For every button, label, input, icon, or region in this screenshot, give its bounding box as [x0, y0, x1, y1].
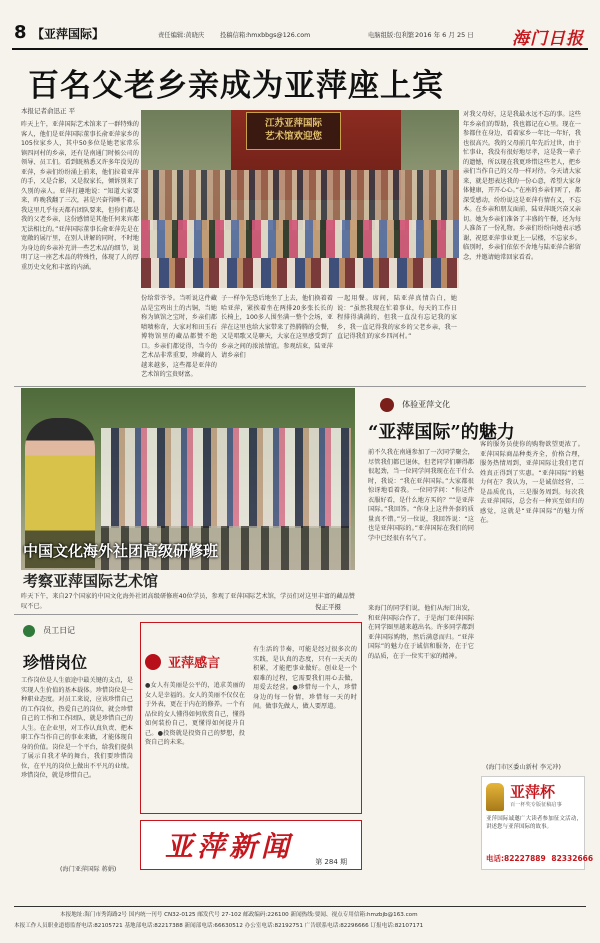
section-label: 【亚萍国际】 — [32, 27, 105, 41]
trophy-icon — [486, 783, 504, 811]
header-email: 投稿信箱:hmxbbgs@126.com — [220, 32, 311, 39]
photo-caption-text: 昨天下午，来自27个国家的中国文化海外社团高级研修班40位学员，参观了亚萍国际艺术馆，学员们对这里丰富的藏品赞叹不已。 — [21, 593, 355, 610]
footer-line-1: 本报地址:海门市秀海路2号 国内统一刊号 CN32-0125 邮发代号 27-102 邮政编码:226100 新闻热线:要闻、视点专用信箱:hmzbjb@163.com — [60, 912, 418, 918]
section-divider — [14, 386, 586, 387]
lead-title: 百名父老乡亲成为亚萍座上宾 — [28, 68, 444, 104]
cup-ad-phone-1: 82227889 — [504, 854, 546, 863]
feature-signature: (海门市区委山新村 李元冲) — [486, 764, 561, 771]
cup-ad-title: 亚萍杯 — [510, 783, 556, 801]
cup-ad-subtitle: 百一杯奖专版征稿启事 — [510, 802, 562, 808]
impression-col-1: ●女人有美丽是公平的，追求美丽的女人是幸福的。女人的美丽不仅仅在于外表，更在于内在的修养。一个有品位的女人懂得如何欣赏自己，懂得如何装扮自己，更懂得如何提升自己。●投资就是投资自己的梦想，投资自己的未来。 — [145, 682, 245, 746]
cup-ad-text: 亚萍国际诚邀广大读者参加征文活动，讲述您与亚萍国际的故事。 — [486, 816, 582, 830]
impression-header — [145, 651, 245, 675]
group-photo — [141, 110, 459, 288]
essay-column-tag — [23, 620, 75, 636]
essay-column-label: 员工日记 — [43, 626, 76, 635]
cup-ad-phones — [486, 853, 593, 864]
lead-col-3: 子一样争先恐后地坐了上去，他们换着着哈亚萍，紧挨着坐在两排20多张长长的长椅上，100多人围坐满一整个会场，亚萍在这里也给大家带来了热腾腾的会餐，又是唱歌又是聊天，大家在这里感受到了乡亲之间的浓浓情谊。参观结束，陆亚萍请乡亲们 — [221, 295, 333, 359]
header-rule — [12, 48, 588, 50]
feature-col-1: 前不久我在南通参加了一次同学聚会，尽管我们都已退休，但老同学们聊得都很起劲，当一位同学问我现在在干什么时，我说：“我在亚萍国际。”大家都很惊讶地看着我。一位同学问：“你这件衣服好看，是什么地方买的？”“是亚萍国际。”我回答。“你身上这件外套的质量真不错。”另一位说，我回答说：“这也是亚萍国际的。”亚萍国际在我们的同学中已经很有名气了。 — [368, 449, 474, 542]
lead-byline: 本报记者俞迅正 平 — [21, 107, 76, 115]
impression-label: 亚萍感言 — [168, 656, 221, 671]
photo-sign-line-1: 江苏亚萍国际 — [264, 118, 322, 129]
crowd-middle — [141, 220, 459, 260]
essay-signature: (海门亚萍国际 蒋娟) — [60, 866, 117, 873]
mid-divider — [14, 614, 358, 615]
column-tag-label: 体验亚萍文化 — [402, 400, 451, 409]
impression-box — [140, 622, 362, 814]
news-banner-title: 亚萍新闻 — [165, 830, 294, 863]
feature-col-2: 来海门的同学们说，他们从海门出发，和亚萍国际合作了，于是海门亚萍国际在同学圈里越来越出名。许多同学都到亚萍国际购物，然后满意而归。“亚萍国际”的魅力在于诚信和服务，在于它的品质，在于一位实干家的精神。 — [368, 605, 474, 660]
essay-text: 工作岗位是人生旅途中最关键的支点，是实现人生价值的基本载体。珍惜岗位是一种职业态度。对员工来说，应该珍惜自己的工作岗位，热爱自己的岗位，就会珍惜自己的工作和工作团队，就是珍惜自己的人生。在企业里，对工作认真负责、把本职工作当作自己的事业来做，才能体现自身的价值。岗位是一个平台，给我们提供了展示自我才华的舞台，我们要珍惜岗位，在平凡的岗位上做出不平凡的业绩。珍惜岗位，就是珍惜自己。 — [21, 677, 133, 779]
photo-caption-line-1: 中国文化海外社团高级研修班 — [23, 542, 219, 560]
footer-rule — [14, 906, 586, 907]
header-designer: 电脑组版:包利繁 — [368, 32, 415, 39]
header-editor: 责任编辑:黄晓庆 — [158, 32, 205, 39]
footer-line-2: 本报工作人员职业道德监督电话:82105721 基地部电话:82217388 新闻部电话:66630512 办公室电话:82192751 广告联系电话:82296666 订报电话:82107171 — [14, 923, 424, 929]
photo-credit: 倪正平摄 — [315, 603, 341, 611]
impression-icon — [145, 654, 161, 670]
news-banner-issue: 第 284 期 — [315, 858, 347, 866]
feature-title: “亚萍国际”的魅力 — [368, 422, 515, 443]
news-banner — [140, 820, 362, 870]
photo-sign — [246, 112, 341, 150]
photo-sign-line-2: 艺术馆欢迎您 — [264, 131, 322, 142]
lead-col-2: 份给常爷爷。当听说这件藏品是宝鸡出土的古铜，当她称为镇馆之宝时，乡亲们都啧啧称奇，大家对和田玉石博物馆里的藏品都赞不绝口。乡亲们都觉得，当今的艺术品非常重要，珍藏的人越来越多，这些都是亚萍的艺术馆的宝贵财富。 — [141, 295, 217, 378]
column-tag — [380, 394, 450, 410]
column-tag-icon — [380, 398, 394, 412]
cup-ad-phone-2: 82332666 — [551, 854, 594, 863]
essay-tag-icon — [23, 625, 35, 637]
page-number: 8 — [14, 22, 27, 43]
feature-col-3: 客的服务员使你的购物欲望更浓了。亚萍国际商品种类齐全，价格合理，服务热情周到，亚萍国际让我们老百姓真正得到了实惠。“亚萍国际”的魅力何在？我认为，一是诚信经营，二是品质优良，三是服务周到。每次我去亚萍国际，总会有一种宾至如归的感觉，这就是“亚萍国际”的魅力所在。 — [480, 441, 584, 524]
essay-title: 珍惜岗位 — [23, 653, 88, 672]
visit-photo — [21, 388, 355, 570]
photo-caption-line-2: 考察亚萍国际艺术馆 — [23, 572, 159, 590]
masthead: 海门日报 — [512, 29, 584, 49]
lead-col-4: 一起用餐。席间，陆亚萍真情告白，她说：“虽然我现在忙着事业，每天的工作日程排得满满的，但我一直没有忘记我的家乡，我一直记得我的家乡的父老乡亲，我一直记得我们的家乡四河村。” — [337, 295, 457, 340]
cup-ad-phone-label: 电话: — [486, 854, 504, 863]
lead-right-col: 对我父母好，这是我最永远不忘的事。这些年乡亲们的帮助，我也都记在心里。现在一参都住在身边，看着家乡一年比一年好，我也很高兴。我的父母前几年先后过世，由于忙事业，我没有很好地尽孝，这是我一辈子的遗憾，所以现在我更珍惜这些老人，把乡亲们当作自己的父母一样对待。今天请大家来，就是想表达我的一份心意，希望大家身体健康，开开心心。”在座的乡亲们听了，都深受感动，纷纷说这是亚萍有情有义，不忘本。在乡亲和朋友面前，陆亚萍既兴奋又亲切。她为乡亲们准备了丰盛的午餐，还为每人准备了一份礼物。乡亲们纷纷向她表示感谢，祝愿亚萍事业更上一层楼，不忘家乡。临别时，乡亲们依依不舍地与陆亚萍合影留念，并邀请她常回家看看。 — [463, 111, 581, 261]
impression-col-2: 有生活的节奏，可能是经过很多次的实践，是认真的态度，只有一天天的积累，才能把事业做好。创业是一个艰难的过程，它需要我们用心去做，用爱去经营。●珍惜每一个人，珍惜身边的每一份情，珍惜每一天的时间。做事先做人，做人要厚道。 — [253, 646, 357, 710]
cup-ad — [481, 776, 594, 870]
crowd-front — [141, 258, 459, 288]
header-date: 2016 年 6 月 25 日 — [415, 31, 474, 39]
lead-col-1: 昨天上午，亚萍国际艺术馆来了一群特殊的客人，他们是亚萍国际董事长俞亚萍家乡的105位家乡人，其中50多位是她老家常乐镇四河村的乡亲，还有是南通门时候公司的领导、员工们。看到既熟悉又许多年没见的亚萍，乡亲们纷纷涌上前来，他们拉着亚萍的手，又是合影，又是叙家长，倾诉别来了久别的亲人。亚萍打趣地说：“知道大家要来，昨晚我翻了三次，甚是兴奋得睡不着。我这里几乎每天都有团队要来，但你们都是我的父老乡亲，这份感情是其他任何来宾都无法相比的。”亚萍国际董事长俞亚萍先是在宽敞的展厅里，在别人讲解的同时，不时地为身边的乡亲补充讲一些艺术品的细节，说明了这一座艺术品的特殊性，体现了人的厚重历史文化和丰富的内涵。 — [21, 121, 139, 271]
visitors-group — [101, 428, 351, 528]
